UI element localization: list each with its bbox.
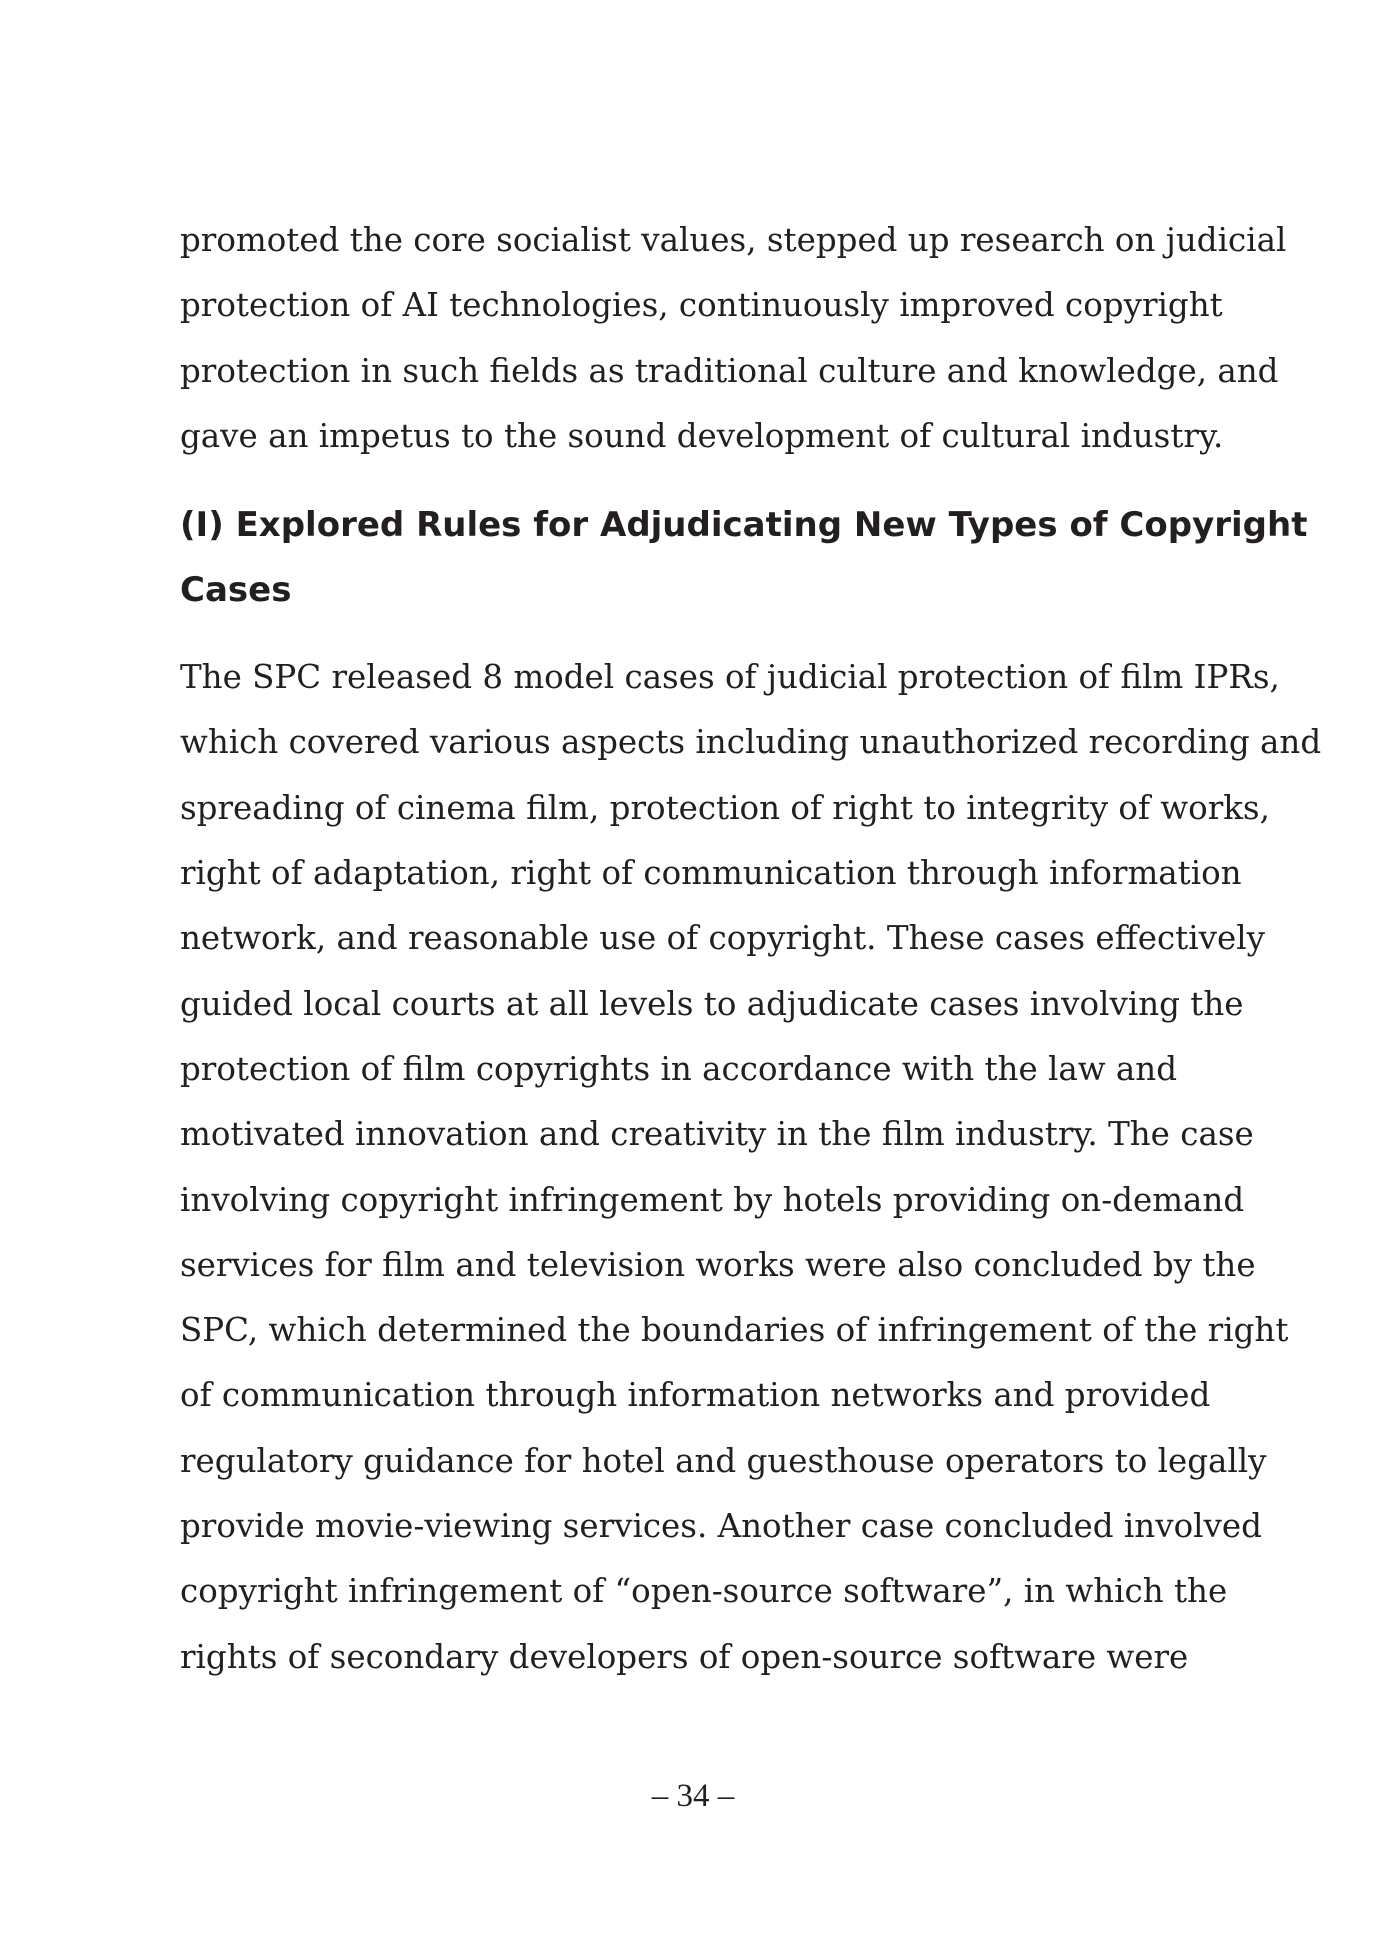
- text-line: copyright infringement of “open-source software”, in which the: [180, 1572, 1228, 1611]
- text-line: motivated innovation and creativity in the film industry. The case: [180, 1115, 1254, 1154]
- text-line: rights of secondary developers of open-source software were: [180, 1637, 1189, 1676]
- text-line: services for film and television works were also concluded by the: [180, 1245, 1256, 1284]
- text-line: guided local courts at all levels to adjudicate cases involving the: [180, 984, 1244, 1023]
- heading-line: Cases: [180, 570, 292, 611]
- text-line: spreading of cinema film, protection of right to integrity of works,: [180, 788, 1270, 827]
- text-line: involving copyright infringement by hotels providing on-demand: [180, 1180, 1245, 1219]
- text-line: The SPC released 8 model cases of judicial protection of film IPRs,: [180, 658, 1280, 697]
- text-line: provide movie-viewing services. Another case concluded involved: [180, 1507, 1262, 1546]
- text-line: gave an impetus to the sound development of cultural industry.: [180, 416, 1224, 455]
- text-line: SPC, which determined the boundaries of infringement of the right: [180, 1311, 1289, 1350]
- text-line: regulatory guidance for hotel and guesthouse operators to legally: [180, 1441, 1267, 1480]
- text-line: network, and reasonable use of copyright. These cases effectively: [180, 919, 1265, 958]
- text-line: protection of AI technologies, continuously improved copyright: [180, 286, 1223, 325]
- text-line: of communication through information networks and provided: [180, 1376, 1211, 1415]
- text-line: right of adaptation, right of communication through information: [180, 854, 1242, 893]
- text-line: protection in such fields as traditional culture and knowledge, and: [180, 351, 1279, 390]
- text-line: which covered various aspects including unauthorized recording and: [180, 723, 1322, 762]
- page-number: – 34 –: [651, 1778, 735, 1814]
- text-line: protection of film copyrights in accordance with the law and: [180, 1049, 1178, 1088]
- document-page: [180, 208, 1322, 1690]
- heading-line: (I) Explored Rules for Adjudicating New Types of Copyright: [180, 505, 1308, 546]
- text-line: promoted the core socialist values, stepped up research on judicial: [180, 221, 1287, 259]
- paragraph-intro: [180, 208, 1287, 469]
- paragraph-body: [180, 645, 1322, 1690]
- section-heading: [180, 493, 1308, 623]
